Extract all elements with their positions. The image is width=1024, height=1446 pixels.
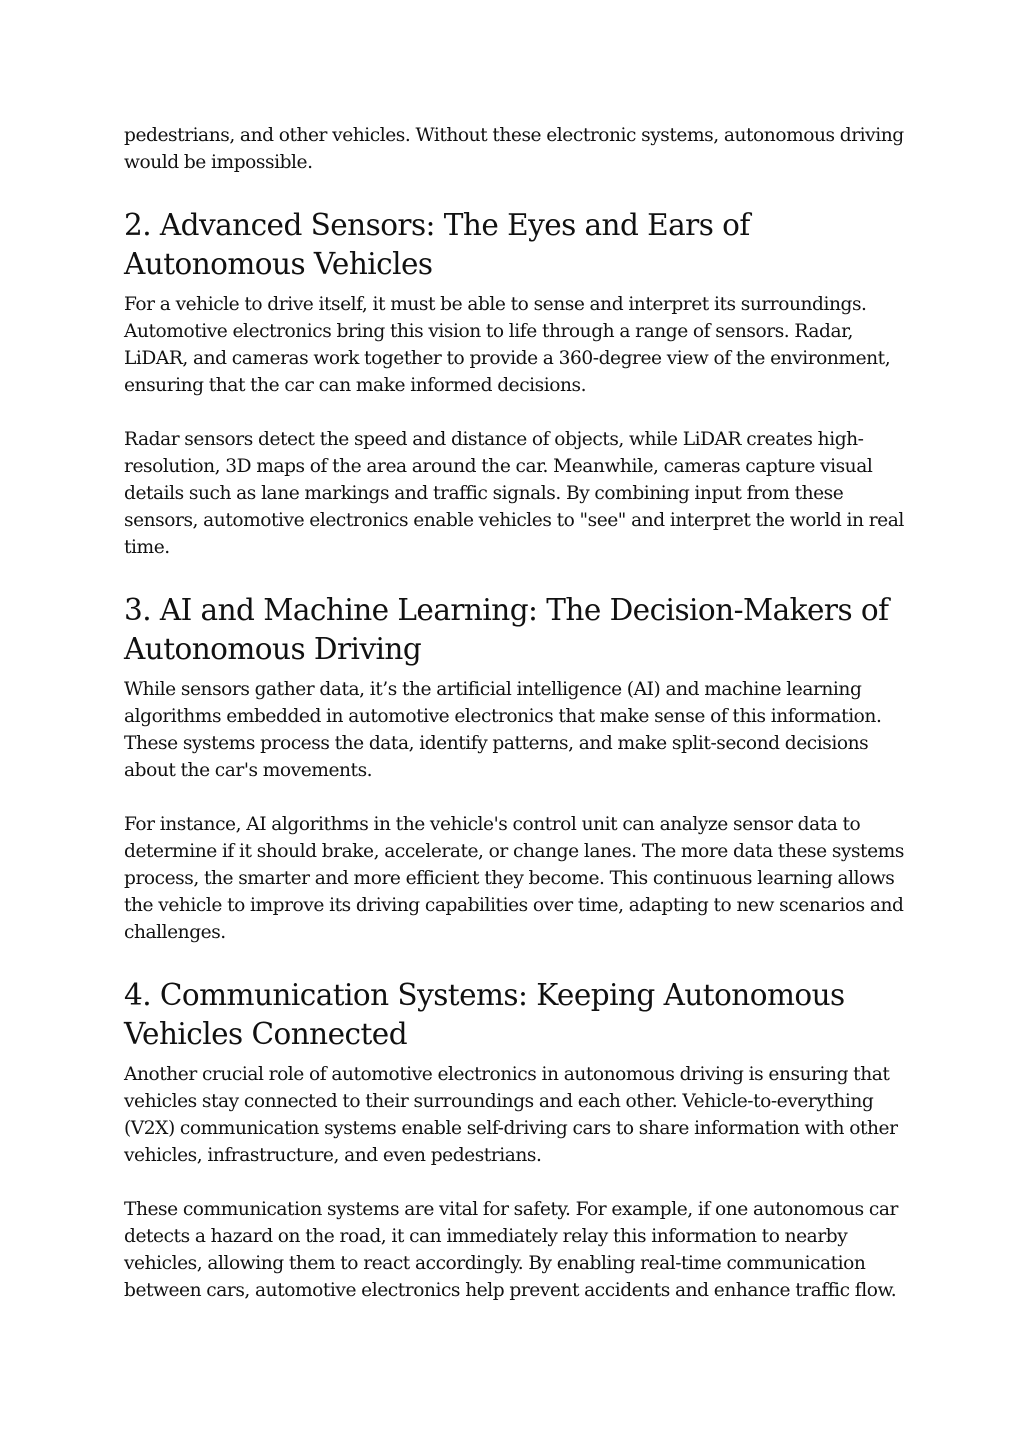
intro-paragraph: pedestrians, and other vehicles. Without these electronic systems, autonomous driving would be impossible. [124,125,904,173]
section-heading: 4. Communication Systems: Keeping Autonomous Vehicles Connected [124,978,845,1051]
section-paragraph: Another crucial role of automotive electronics in autonomous driving is ensuring that vehicles stay connected to their surroundings and each other. Vehicle-to-everything (V2X) communication systems enable self-driving cars to share information with other vehicles, infrastructure, and even pedestrians. [124,1064,898,1166]
section-paragraph: These communication systems are vital for safety. For example, if one autonomous car detects a hazard on the road, it can immediately relay this information to nearby vehicles, allowing them to react accordingly. By enabling real-time communication between cars, automotive electronics help prevent accidents and enhance traffic flow. [124,1199,898,1301]
section-heading: 2. Advanced Sensors: The Eyes and Ears of Autonomous Vehicles [124,208,750,281]
section-paragraph: Radar sensors detect the speed and distance of objects, while LiDAR creates high-resolution, 3D maps of the area around the car. Meanwhile, cameras capture visual details such as lane markings and traffic signals. By combining input from these sensors, automotive electronics enable vehicles to "see" and interpret the world in real time. [124,429,904,558]
section-communication-systems [124,976,904,1304]
section-heading: 3. AI and Machine Learning: The Decision-Makers of Autonomous Driving [124,593,889,666]
section-paragraph: For instance, AI algorithms in the vehicle's control unit can analyze sensor data to determine if it should brake, accelerate, or change lanes. The more data these systems process, the smarter and more efficient they become. This continuous learning allows the vehicle to improve its driving capabilities over time, adapting to new scenarios and challenges. [124,814,904,943]
document-page [124,122,904,1304]
section-paragraph: While sensors gather data, it’s the artificial intelligence (AI) and machine learning algorithms embedded in automotive electronics that make sense of this information. These systems process the data, identify patterns, and make split-second decisions about the car's movements. [124,679,882,781]
section-ai-machine-learning [124,591,904,946]
section-advanced-sensors [124,206,904,561]
section-paragraph: For a vehicle to drive itself, it must be able to sense and interpret its surroundings. Automotive electronics bring this vision to life through a range of sensors. Radar, LiDAR, and cameras work together to provide a 360-degree view of the environment, ensuring that the car can make informed decisions. [124,294,891,396]
